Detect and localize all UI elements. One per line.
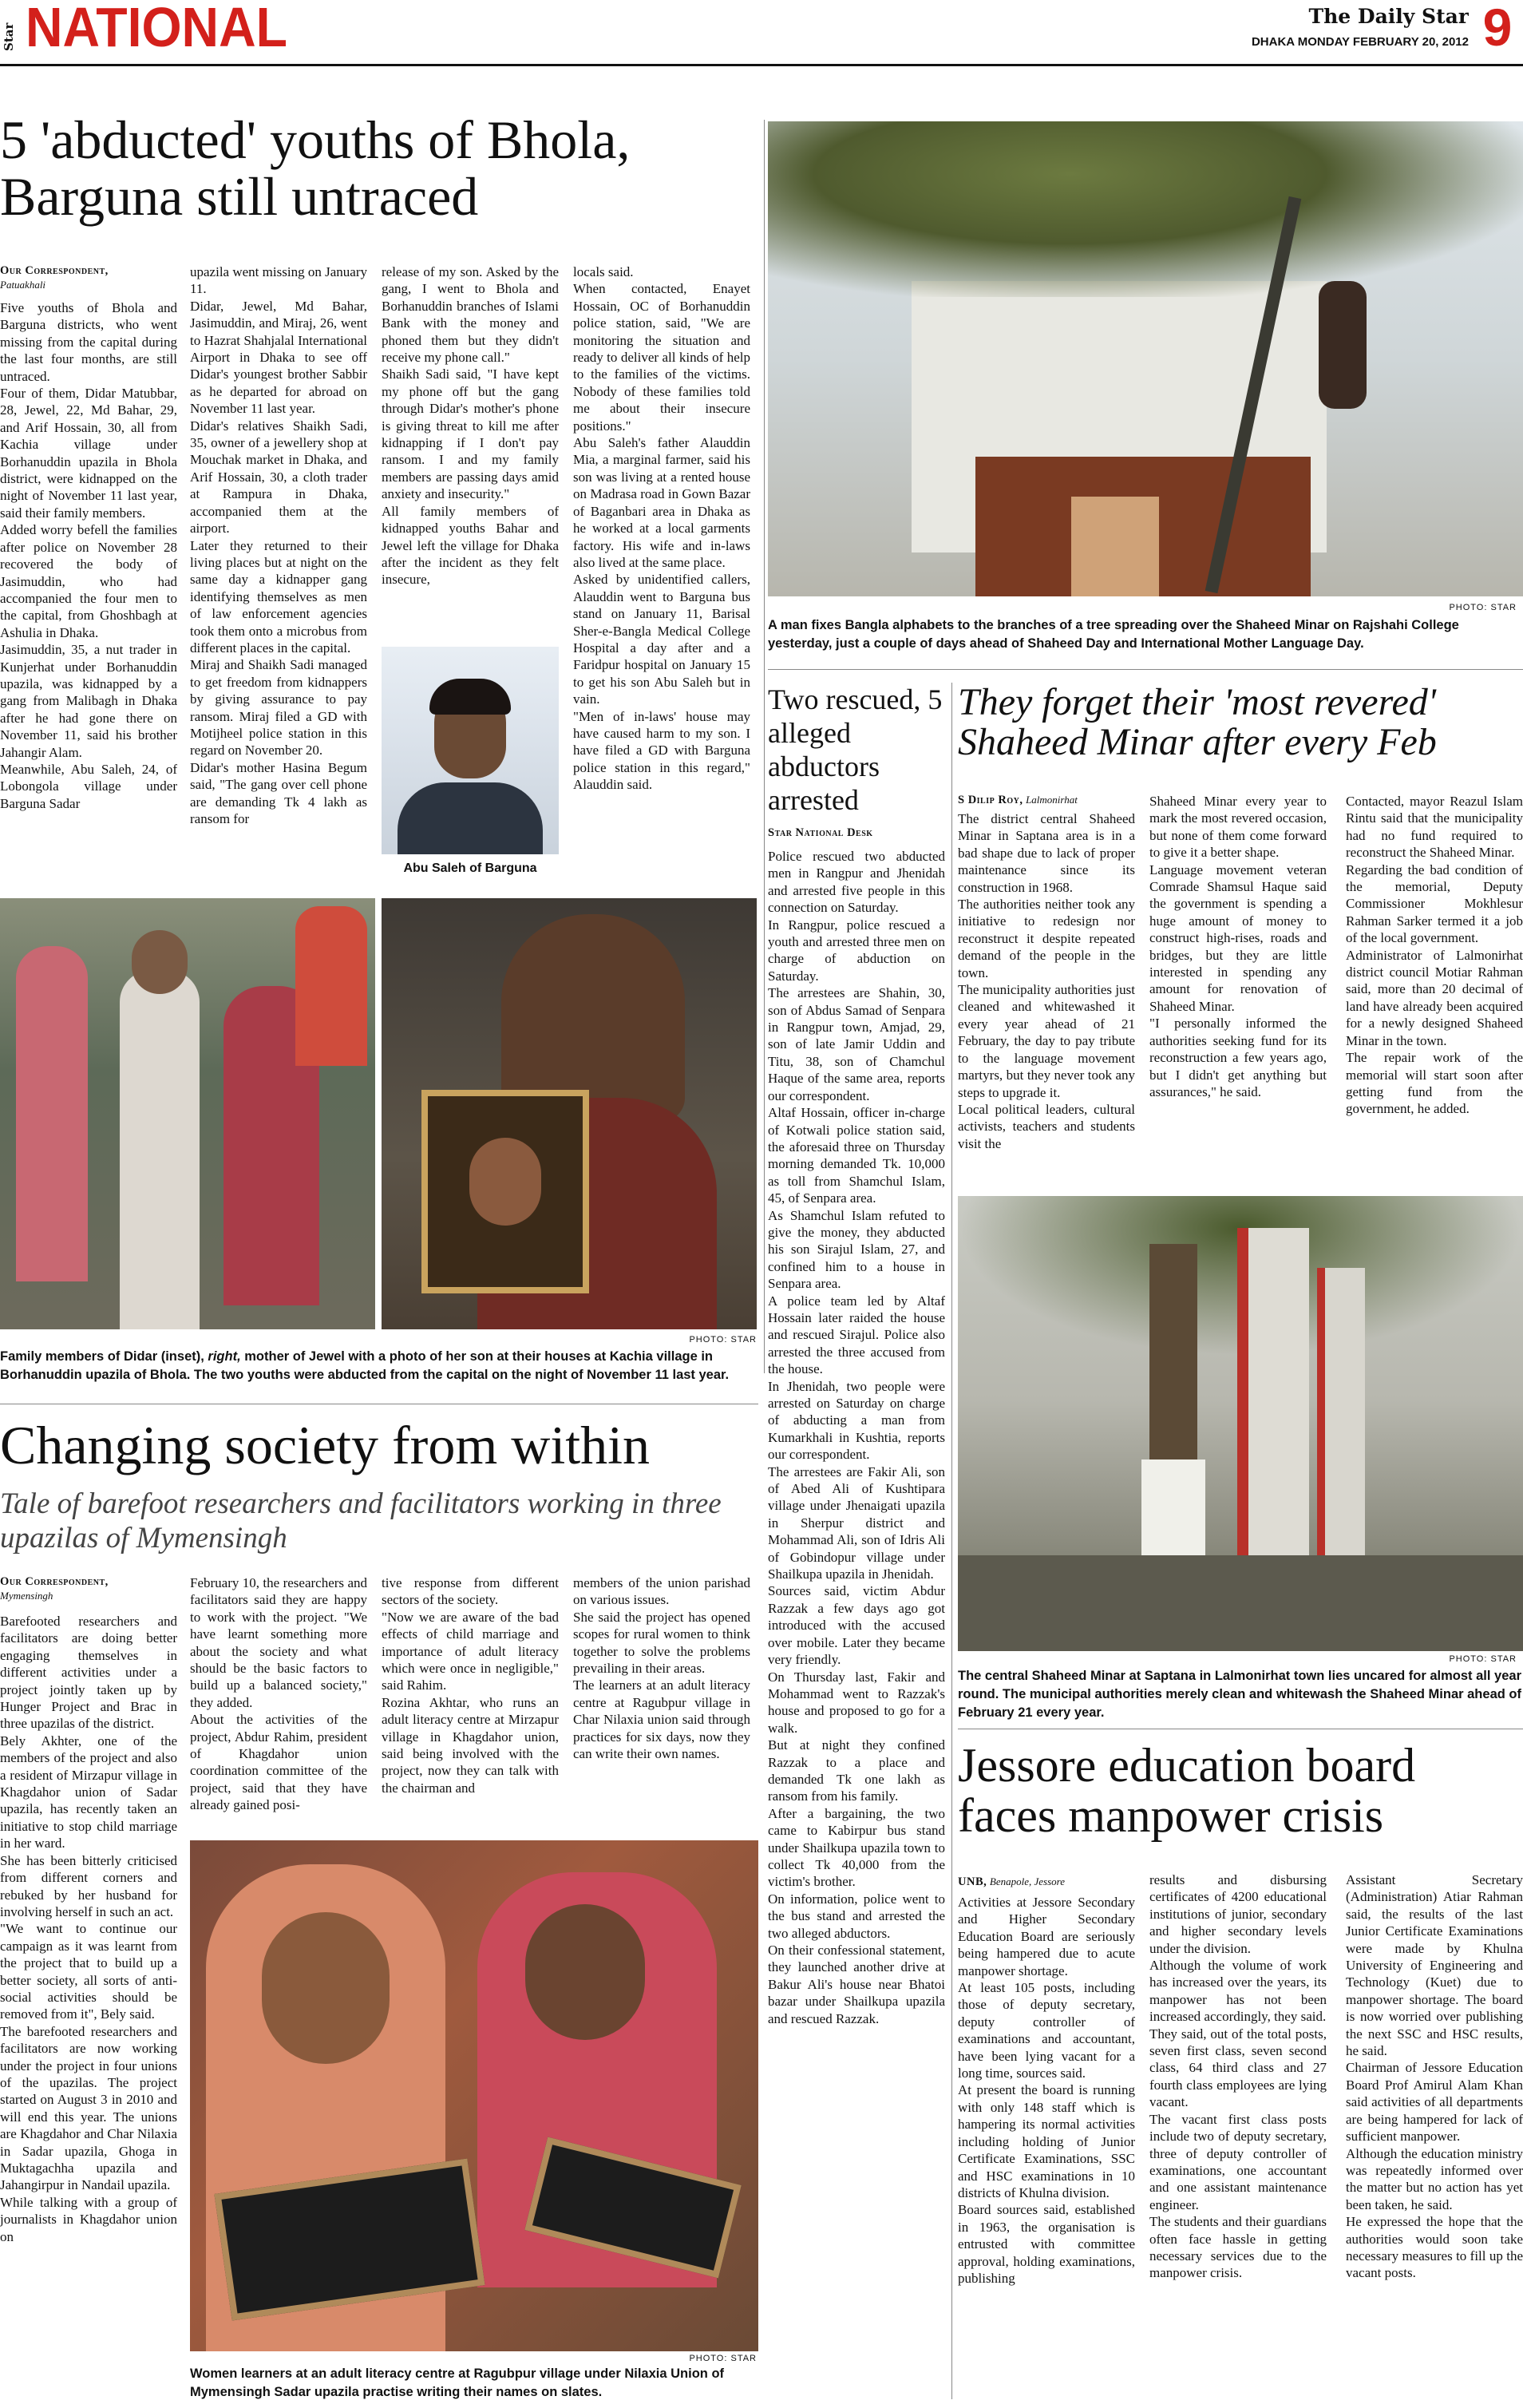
page-number: 9 — [1482, 0, 1513, 57]
bhola-headline: 5 'abducted' youths of Bhola, Barguna still untraced — [0, 112, 631, 228]
byline-name: Our Correspondent, — [0, 264, 109, 277]
tree-photo-credit: PHOTO: STAR — [1449, 603, 1517, 612]
column-divider — [951, 683, 952, 2399]
star-logo: Star — [2, 22, 16, 51]
minar-headline: They forget their 'most revered' Shaheed Minar after every Feb — [958, 683, 1437, 764]
society-headline: Changing society from within — [0, 1417, 651, 1475]
minar-photo-caption: The central Shaheed Minar at Saptana in Lalmonirhat town lies uncared for almost all year round. The municipal authorities merely clean and whitewash the Shaheed Minar ahead of February 21 every year. — [958, 1669, 1522, 1720]
rescued-byline — [768, 826, 945, 842]
jessore-col1: Activities at Jessore Secondary and Higher Secondary Education Board are seriously being hampered due to acute manpower shortage. At least 105 posts, including those of deputy secretary, deputy controller of examinations and accountant, have been lying vacant for a long time, sources said. At present the board is running with only 148 staff which is hampering its normal activities including holding of Junior Certificate Examinations, SSC and HSC examinations in 10 districts of Khulna division. Board sources said, established in 1963, the organisation is entrusted with committee approval, holding examinations, publishing — [958, 1895, 1135, 2286]
society-photo-credit: PHOTO: STAR — [689, 2354, 757, 2363]
society-col2: February 10, the researchers and facilitators said they are happy to work with the project. "We have learnt something more about the society and what should be the basic factors to build up a balanced society," they added. About the activities of the project, Abdur Rahim, president of Khagdahor union coordination committee of the project, said that they have already gained posi- — [190, 1575, 367, 1813]
jessore-byline — [958, 1875, 1135, 1891]
paper-name: The Daily Star — [1308, 5, 1469, 28]
minar-photo-credit: PHOTO: STAR — [1449, 1654, 1517, 1664]
tree-alphabets-photo — [768, 121, 1523, 596]
minar-col2: Shaheed Minar every year to mark the most revered occasion, but none of them come forward to give it a better shape. Language movement veteran Comrade Shamsul Haque said the government is spending a huge amount of money to construct high-rises, roads and bridges, but they are little interested in spending any amount for renovation of Shaheed Minar. "I personally informed the authorities seeking fund for its reconstruction a few years ago, but I didn't get anything but assurances," he said. — [1149, 794, 1327, 1099]
byline-place: Lalmonirhat — [1026, 794, 1078, 806]
society-photo-caption: Women learners at an adult literacy centre at Ragubpur village under Nilaxia Union of Mymensingh Sadar upazila practise writing their names on slates. — [190, 2366, 725, 2399]
society-byline — [0, 1574, 184, 1606]
abu-saleh-photo — [382, 647, 559, 854]
caption-rule — [768, 669, 1523, 670]
byline-name: UNB, — [958, 1875, 987, 1888]
bhola-photo-caption — [0, 1348, 758, 1388]
masthead-rule — [0, 64, 1523, 66]
lalmonirhat-minar-photo — [958, 1196, 1523, 1651]
society-subhead: Tale of barefoot researchers and facilitators working in three upazilas of Mymensingh — [0, 1487, 722, 1555]
jewel-mother-photo — [382, 898, 757, 1329]
date-line: DHAKA MONDAY FEBRUARY 20, 2012 — [1251, 35, 1469, 49]
society-col4: members of the union parishad on various issues. She said the project has opened scopes for rural women to think together to solve the problems prevailing in their areas. The learners at an adult literacy centre at Ragubpur village in Char Nilaxia union said through practices for six days, now they can write their own names. — [573, 1575, 750, 1762]
caption-part: Family members of Didar (inset), — [0, 1349, 208, 1364]
byline-name: Our Correspondent, — [0, 1575, 109, 1588]
bhola-col3: release of my son. Asked by the gang, I went to Bhola and Borhanuddin branches of Islami Bank with the money and phoned them but they didn't receive my phone call." Shaikh Sadi said, "I have kept my phone off but the gang through Didar's mother's phone is giving threat to kill me after kidnapping if I don't pay ransom. I and my family members are passing days amid anxiety and insecurity." All family members of kidnapped youths Bahar and Jewel left the village for Dhaka after the incident as they felt insecure, — [382, 264, 559, 588]
jessore-col3: Assistant Secretary (Administration) Atiar Rahman said, the results of the last Junior Certificate Examinations were made by Khulna University of Engineering and Technology (Kuet) due to manpower shortage. The board is now worried over publishing the next SSC and HSC results, he said. Chairman of Jessore Education Board Prof Amirul Alam Khan said activities of all departments are being hampered for lack of sufficient manpower. Although the education ministry was repeatedly informed over the matter but no action has yet been taken, he said. He expressed the hope that the authorities would soon take necessary measures to fill up the vacant posts. — [1346, 1872, 1523, 2281]
bhola-photo-credit: PHOTO: STAR — [689, 1335, 757, 1345]
bhola-col1: Five youths of Bhola and Barguna districts, who went missing from the capital during the last four months, are still untraced. Four of them, Didar Matubbar, 28, Jewel, 22, Md Bahar, 29, and Arif Hossain, 30, all from Kachia village under Borhanuddin upazila in Bhola district, were kidnapped on the night of November 11 last year, said their family members. Added worry befell the families after police on November 28 recovered the body of Jasimuddin, who had accompanied the four men to the capital, from Ghoshbagh at Ashulia in Dhaka. Jasimuddin, 35, a nut trader in Kunjerhat under Borhanuddin upazila, was kidnapped by a gang from Malibagh in Dhaka after he had gone there on November 11, said his brother Jahangir Alam. Meanwhile, Abu Saleh, 24, of Lobongola village under Barguna Sadar — [0, 300, 177, 811]
society-col3: tive response from different sectors of the society. "Now we are aware of the bad effects of child marriage and importance of adult literacy which were once in negligible," said Rahim. Rozina Akhtar, who runs an adult literacy centre at Mirzapur village in Khagdahor union, said being involved with the project, now they can talk with the chairman and — [382, 1575, 559, 1796]
masthead — [0, 0, 1523, 64]
caption-part: mother of Jewel with a photo of her son at their houses at Kachia village in Borhanuddin upazila of Bhola. The two youths were abducted from the capital on the night of November 11 last year. — [0, 1349, 730, 1382]
bhola-col2: upazila went missing on January 11. Didar, Jewel, Md Bahar, Jasimuddin, and Miraj, 26, went to Hazrat Shahjalal International Airport in Dhaka to see off Didar's youngest brother Sabbir as he departed for abroad on November 11 last year. Didar's relatives Shaikh Sadi, 35, owner of a jewellery shop at Mouchak market in Dhaka, and Arif Hossain, 30, a cloth trader at Rampura in Dhaka, accompanied them at the airport. Later they returned to their living places but at night on the same day a kidnapper gang identifying themselves as men of law enforcement agencies took them onto a microbus from different places in the capital. Miraj and Shaikh Sadi managed to get freedom from kidnappers by giving assurance to pay ransom. Miraj filed a GD with Motijheel police station in this regard on November 20. Didar's mother Hasina Begum said, "The gang over cell phone are demanding Tk 4 lakh as ransom for — [190, 264, 367, 826]
caption-italic: right, — [208, 1349, 241, 1364]
byline-place: Mymensingh — [0, 1590, 53, 1602]
rescued-text: Police rescued two abducted men in Rangpur and Jhenidah and arrested five people in this connection on Saturday. In Rangpur, police rescued a youth and arrested three men on charge of abduction on Saturday. The arrestees are Shahin, 30, son of Abdus Samad of Senpara in Rangpur town, Amjad, 29, son of late Jamir Uddin and Titu, 38, son of Chamchul Haque of the same area, reports our correspondent. Altaf Hossain, officer in-charge of Kotwali police station said, the aforesaid three on Thursday morning demanded Tk. 10,000 as toll from Shamchul Islam, 45, of Senpara area. As Shamchul Islam refuted to give the money, they abducted his son Sirajul Islam, 27, and confined him to a house in Senpara area. A police team led by Altaf Hossain later raided the house and rescued Sirajul. Police also arrested the three accused from the house. In Jhenidah, two people were arrested on Saturday on charge of abducting a man from Kumarkhali in Kushtia, reports our correspondent. The arrestees are Fakir Ali, son of Abed Ali of Kushtipara village under Jhenaigati upazila in Sherpur district and Mohammad Ali, son of Idris Ali of Gobindopur village under Shailkupa upazila in Jhenidah. Sources said, victim Abdur Razzak a few days ago got introduced with the accused over mobile. Later they became very friendly. On Thursday last, Fakir and Mohammad went to Razzak's house and proposed to go for a walk. But at night they confined Razzak to a place and demanded Tk one lakh as ransom from his family. After a bargaining, the two came to Kabirpur bus stand under Shailkupa upazila town to collect Tk 40,000 from the victim's brother. On information, police went to the bus stand and arrested the two alleged abductors. On their confessional statement, they launched another drive at Bakur Ali's house near Bhatoi bazar under Shailkupa upazila and rescued Razzak. — [768, 849, 945, 2026]
jessore-col2: results and disbursing certificates of 4200 educational institutions of junior, secondary and higher secondary levels under the division. Although the volume of work has increased over the years, its manpower has not been increased accordingly, they said. They said, out of the total posts, seven first class, seven second class, 64 third class and 27 fourth class employees are lying vacant. The vacant first class posts include two of deputy secretary, three of deputy controller of examinations, one accountant and one assistant maintenance engineer. The students and their guardians often face hassle in getting necessary services due to the manpower crisis. — [1149, 1872, 1327, 2281]
bhola-byline — [0, 263, 184, 295]
rescued-headline: Two rescued, 5 alleged abductors arrested — [768, 683, 943, 816]
jessore-headline: Jessore education board faces manpower crisis — [958, 1741, 1416, 1842]
minar-col1: The district central Shaheed Minar in Saptana area is in a bad shape due to lack of proper maintenance since its construction in 1968. The authorities neither took any initiative to redesign nor reconstruct it despite repeated demand of the people in the town. The municipality authorities just cleaned and whitewashed it every year ahead of 21 February, the day to pay tribute to the language movement martyrs, but they never took any steps to upgrade it. Local political leaders, cultural activists, teachers and students visit the — [958, 811, 1135, 1151]
didar-family-photo — [0, 898, 375, 1329]
minar-byline — [958, 793, 1135, 809]
bhola-col4: locals said. When contacted, Enayet Hossain, OC of Borhanuddin police station, said, "We are monitoring the situation and ready to deliver all kinds of help to the families of the victims. Nobody of these families told me about their insecure positions." Abu Saleh's father Alauddin Mia, a marginal farmer, said his son was living at a rented house on Madrasa road in Gown Bazar of Baganbari area in Dhaka as he worked at a local garments factory. His wife and in-laws also lived at the same place. Asked by unidentified callers, Alauddin went to Barguna bus stand on January 11, Barisal Sher-e-Bangla Medical College Hospital a day after and a Faridpur hospital on January 15 to get his son Abu Saleh but in vain. "Men of in-laws' house may have caused harm to my son. I have filed a GD with Barguna police station in this regard," Alauddin said. — [573, 264, 750, 793]
byline-name: Star National Desk — [768, 826, 873, 839]
byline-name: S Dilip Roy, — [958, 794, 1023, 806]
society-col1: Barefooted researchers and facilitators are doing better engaging themselves in different activities under a project jointly taken up by Hunger Project and Brac in three upazilas of the district. Bely Akhter, one of the members of the project and also a resident of Mirzapur village in Khagdahor union of Sadar upazila, has recently taken an initiative to stop child marriage in her ward. She has been bitterly criticised from different corners and rebuked by her husband for involving herself in such an act. "We want to continue our campaign as it was learnt from the project that to build up a better society, all sorts of anti-social activities should be removed from it", Bely said. The barefooted researchers and facilitators are now working under the project in four unions of the upazilas. The project started on August 3 in 2010 and will end this year. The unions are Khagdahor and Char Nilaxia in Sadar upazila, Ghoga in Muktagachha upazila and Jahangirpur in Nandail upazila. While talking with a group of journalists in Khagdahor union on — [0, 1614, 177, 2244]
abu-saleh-caption: Abu Saleh of Barguna — [403, 861, 537, 875]
literacy-centre-photo — [190, 1840, 758, 2351]
tree-photo-caption: A man fixes Bangla alphabets to the branches of a tree spreading over the Shaheed Minar on Rajshahi College yesterday, just a couple of days ahead of Shaheed Day and International Mother Language Day. — [768, 618, 1459, 651]
section-title: NATIONAL — [26, 0, 287, 58]
byline-place: Benapole, Jessore — [989, 1875, 1065, 1887]
byline-place: Patuakhali — [0, 279, 46, 291]
minar-col3: Contacted, mayor Reazul Islam Rintu said that the municipality had no fund required to reconstruct the Shaheed Minar. Regarding the bad condition of the memorial, Deputy Commissioner Mokhlesur Rahman Sarker termed it a job of the local government. Administrator of Lalmonirhat district council Motiar Rahman said, more than 20 decimal of land have already been acquired for a newly designed Shaheed Minar in the town. The repair work of the memorial will start soon after getting fund from the government, he added. — [1346, 794, 1523, 1117]
column-divider — [764, 120, 765, 1373]
